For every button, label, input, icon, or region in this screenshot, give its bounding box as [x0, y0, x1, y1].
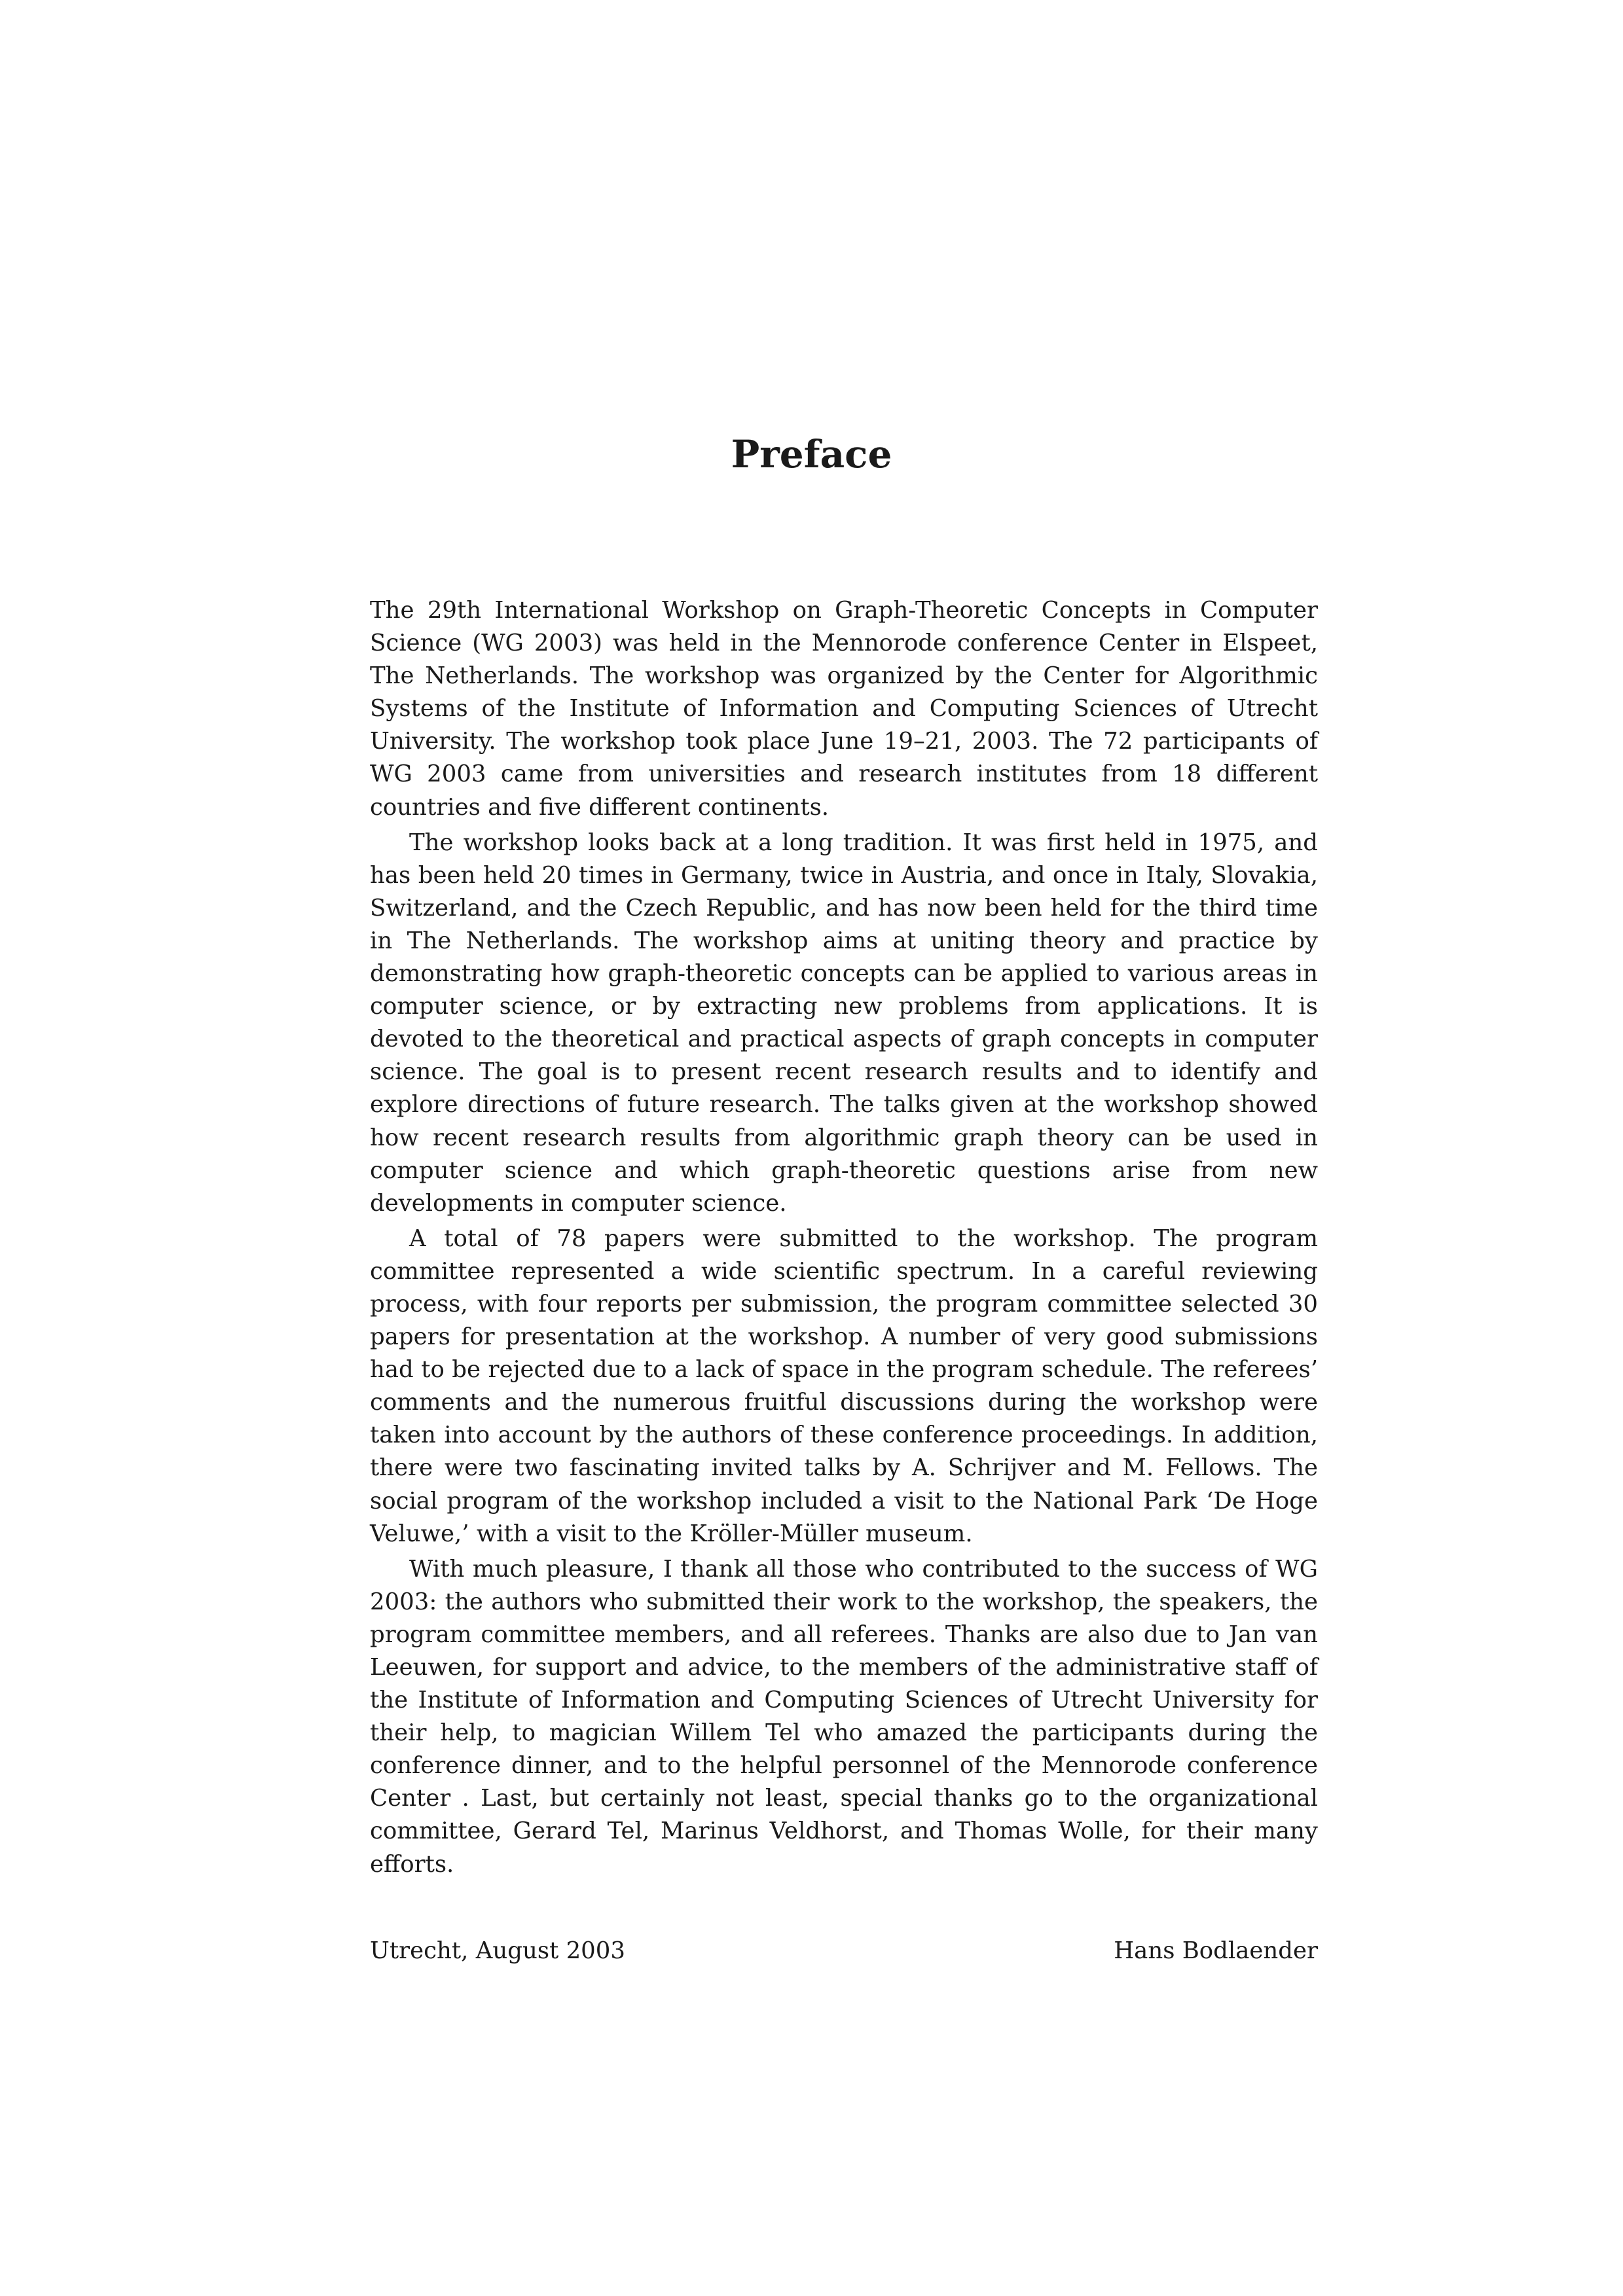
- paragraph: With much pleasure, I thank all those who contributed to the success of WG 2003: the authors who submitted their work to the workshop, the speakers, the program committee members, and all referees. Thanks are also due to Jan van Leeuwen, for support and advice, to the members of the administrative staff of the Institute of Information and Computing Sciences of Utrecht University for their help, to magician Willem Tel who amazed the participants during the conference dinner, and to the helpful personnel of the Mennorode conference Center . Last, but certainly not least, special thanks go to the organizational committee, Gerard Tel, Marinus Veldhorst, and Thomas Wolle, for their many efforts.: [370, 1555, 1318, 1878]
- author-name: Hans Bodlaender: [1114, 1937, 1318, 1964]
- place-date: Utrecht, August 2003: [370, 1937, 625, 1964]
- page-title: Preface: [731, 432, 892, 476]
- preface-body: [370, 594, 1318, 1884]
- paragraph: The 29th International Workshop on Graph-Theoretic Concepts in Computer Science (WG 2003) was held in the Mennorode conference Center in Elspeet, The Netherlands. The workshop was organized by the Center for Algorithmic Systems of the Institute of Information and Computing Sciences of Utrecht University. The workshop took place June 19–21, 2003. The 72 participants of WG 2003 came from universities and research institutes from 18 different countries and five different continents.: [370, 597, 1318, 821]
- paragraph: A total of 78 papers were submitted to the workshop. The program committee represented a wide scientific spectrum. In a careful reviewing process, with four reports per submission, the program committee selected 30 papers for presentation at the workshop. A number of very good submissions had to be rejected due to a lack of space in the program schedule. The referees’ comments and the numerous fruitful discussions during the workshop were taken into account by the authors of these conference proceedings. In addition, there were two fascinating invited talks by A. Schrijver and M. Fellows. The social program of the workshop included a visit to the National Park ‘De Hoge Veluwe,’ with a visit to the Kröller-Müller museum.: [370, 1225, 1318, 1547]
- signature-line: [370, 1935, 1318, 1967]
- paragraph: The workshop looks back at a long tradition. It was first held in 1975, and has been held 20 times in Germany, twice in Austria, and once in Italy, Slovakia, Switzerland, and the Czech Republic, and has now been held for the third time in The Netherlands. The workshop aims at uniting theory and practice by demonstrating how graph-theoretic concepts can be applied to various areas in computer science, or by extracting new problems from applications. It is devoted to the theoretical and practical aspects of graph concepts in computer science. The goal is to present recent research results and to identify and explore directions of future research. The talks given at the workshop showed how recent research results from algorithmic graph theory can be used in computer science and which graph-theoretic questions arise from new developments in computer science.: [370, 829, 1318, 1217]
